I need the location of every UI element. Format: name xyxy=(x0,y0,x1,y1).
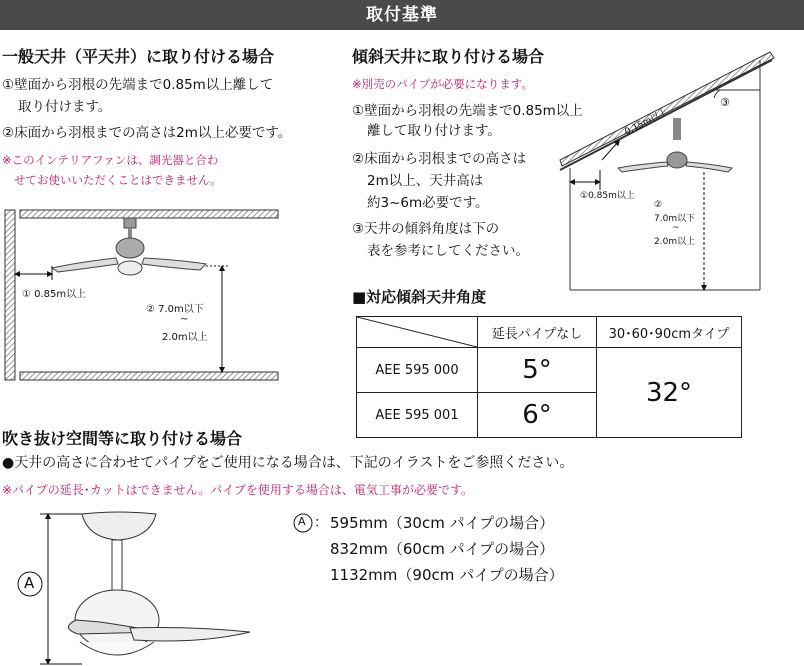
slope-085-label: ①0.85m以上 xyxy=(580,191,635,201)
row-model: AEE 595 000 xyxy=(357,348,478,393)
atrium-marker-label: A xyxy=(24,574,35,592)
dim-90cm: 1132mm（90cm パイプの場合） xyxy=(330,566,564,584)
flat-note-cont: せてお使いいただくことはできません。 xyxy=(14,173,222,187)
pipe xyxy=(112,540,122,598)
angle-table-title: ■対応傾斜天井角度 xyxy=(352,288,487,306)
blade-right xyxy=(142,258,206,270)
motor-housing xyxy=(667,152,687,168)
dim-30cm: 595mm（30cm パイプの場合） xyxy=(330,514,555,532)
col-header-with-pipe: 30･60･90cmタイプ xyxy=(597,317,742,348)
ceiling-canopy xyxy=(82,512,156,540)
slope-line2: ②床面から羽根までの高さは xyxy=(352,151,527,167)
atrium-note: ※パイプの延長･カットはできません。パイプを使用する場合は、電気工事が必要です。 xyxy=(2,483,473,497)
row-angle-no-pipe: 5° xyxy=(478,348,597,393)
wall xyxy=(5,210,15,380)
flat-line1: ①壁面から羽根の先端まで0.85m以上離して xyxy=(2,77,274,93)
blade-right xyxy=(686,162,732,172)
flat-height-label: ② 7.0m以下 xyxy=(146,304,204,315)
flat-note: ※このインテリアファンは、調光器と合わ xyxy=(2,153,219,167)
col-header-no-pipe: 延長パイプなし xyxy=(478,317,597,348)
flat-dist-label: ① 0.85m以上 xyxy=(22,289,87,300)
ceiling xyxy=(20,210,278,218)
slope-line3: ③天井の傾斜角度は下の xyxy=(352,221,500,237)
slope-line1: ①壁面から羽根の先端まで0.85m以上 xyxy=(352,103,583,119)
atrium-bullet: ●天井の高さに合わせてパイプをご使用になる場合は、下記のイラストをご参照ください。 xyxy=(2,455,574,471)
slope-ceiling-diagram xyxy=(560,52,774,290)
blade-right xyxy=(130,628,250,642)
sloped-ceiling xyxy=(560,52,774,166)
blade-left xyxy=(52,258,118,272)
slope-note: ※別売のパイプが必要になります。 xyxy=(352,77,533,91)
flat-height-tilde: ~ xyxy=(180,314,189,325)
section-banner: 取付基準 xyxy=(0,0,804,30)
light-globe xyxy=(80,642,154,655)
row-model: AEE 595 001 xyxy=(357,393,478,438)
slope-h-label-min: 2.0m以上 xyxy=(654,237,696,247)
flat-line2: ②床面から羽根までの高さは2m以上必要です。 xyxy=(2,125,292,141)
flat-ceiling-title: 一般天井（平天井）に取り付ける場合 xyxy=(2,47,275,66)
dim-60cm: 832mm（60cm パイプの場合） xyxy=(330,540,555,558)
slope-h-tilde: ~ xyxy=(672,223,680,233)
flat-line1-cont: 取り付けます。 xyxy=(18,99,112,115)
slope-h-label-max: 7.0m以下 xyxy=(654,214,696,224)
slope-angle-label: ③ xyxy=(720,96,730,109)
slope-h-label: ② xyxy=(654,200,663,210)
atrium-title: 吹き抜け空間等に取り付ける場合 xyxy=(2,429,243,448)
floor xyxy=(20,372,278,380)
slope-ceiling-title: 傾斜天井に取り付ける場合 xyxy=(352,47,545,66)
slope-015-label: 0.15m以上 xyxy=(623,107,670,138)
angle-with-pipe: 32° xyxy=(597,348,742,438)
dims-marker-label: A xyxy=(298,515,306,528)
atrium-diagram xyxy=(18,512,312,664)
slope-line3-cont: 表を参考にしてください。 xyxy=(367,243,529,259)
slope-line2-cont2: 約3~6m必要です。 xyxy=(367,195,489,211)
light-globe xyxy=(118,261,142,275)
downrod xyxy=(673,118,681,140)
dims-colon: ： xyxy=(314,515,328,531)
flat-height-label-min: 2.0m以上 xyxy=(162,332,208,343)
motor-housing xyxy=(116,238,144,258)
blade-left xyxy=(618,162,668,172)
row-angle-no-pipe: 6° xyxy=(478,393,597,438)
slope-line1-cont: 離して取り付けます。 xyxy=(367,123,501,139)
ceiling-mount xyxy=(124,218,136,228)
slope-line2-cont: 2m以上、天井高は xyxy=(367,173,484,189)
